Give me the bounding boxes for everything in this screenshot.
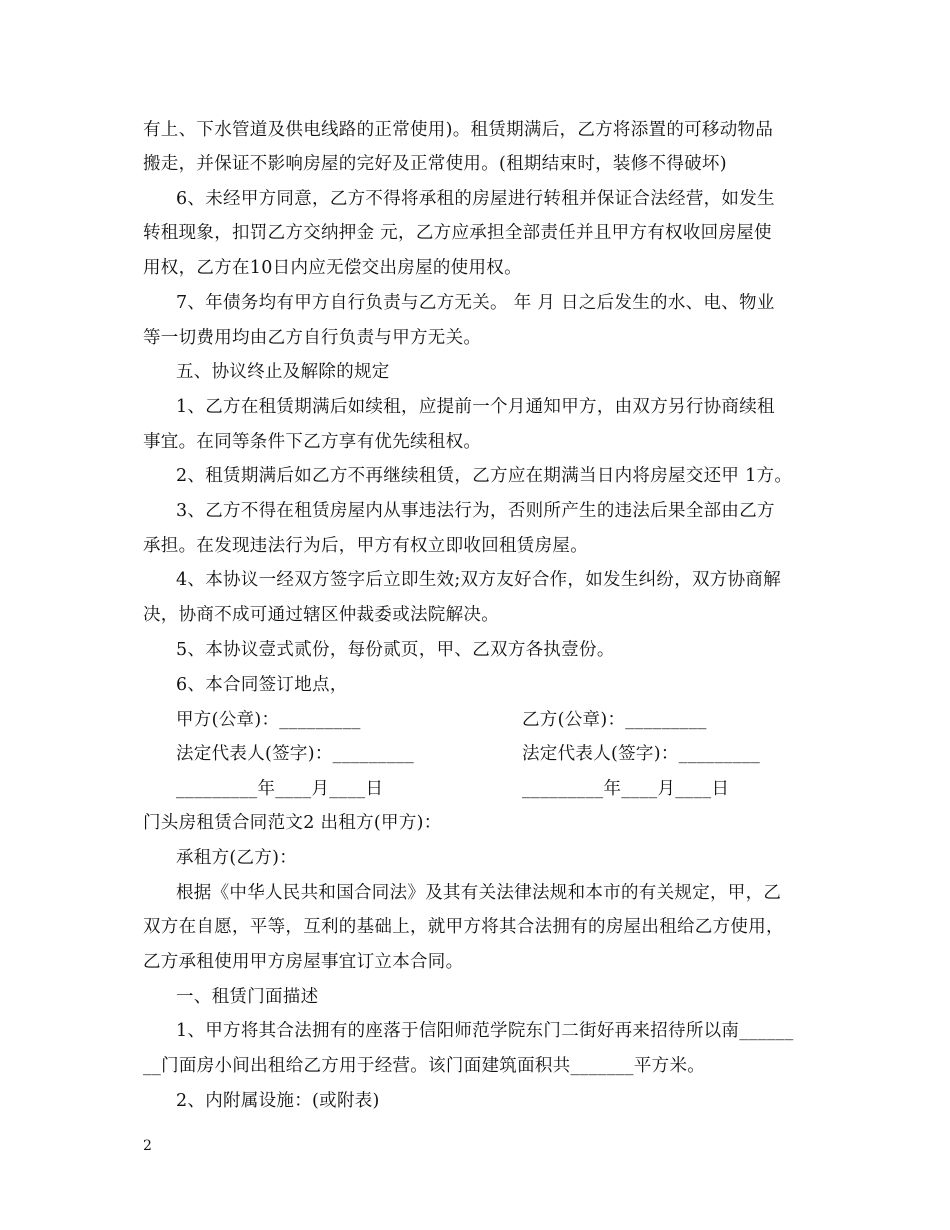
text-line: 决，协商不成可通过辖区仲裁委或法院解决。 bbox=[143, 605, 499, 625]
party-b-representative: 法定代表人(签字)：_________ bbox=[522, 744, 761, 764]
text-line: 事宜。在同等条件下乙方享有优先续租权。 bbox=[143, 432, 482, 452]
text-line: 2、租赁期满后如乙方不再继续租赁，乙方应在期满当日内将房屋交还甲 1方。 bbox=[176, 466, 793, 486]
party-b-date: _________年____月____日 bbox=[522, 779, 730, 799]
contract-title-line: 门头房租赁合同范文2 出租方(甲方)： bbox=[143, 813, 442, 833]
text-line: __门面房小间出租给乙方用于经营。该门面建筑面积共_______平方米。 bbox=[143, 1056, 706, 1076]
party-a-seal: 甲方(公章)：_________ bbox=[176, 710, 361, 730]
party-b-seal: 乙方(公章)：_________ bbox=[522, 710, 707, 730]
text-line: 6、本合同签订地点， bbox=[176, 675, 348, 695]
text-line: 承担。在发现违法行为后，甲方有权立即收回租赁房屋。 bbox=[143, 536, 588, 556]
party-a-date: _________年____月____日 bbox=[176, 779, 384, 799]
text-line: 根据《中华人民共和国合同法》及其有关法律法规和本市的有关规定，甲，乙 bbox=[176, 883, 782, 903]
text-line: 6、未经甲方同意，乙方不得将承租的房屋进行转租并保证合法经营，如发生 bbox=[176, 189, 775, 209]
text-line: 7、年债务均有甲方自行负责与乙方无关。 年 月 日之后发生的水、电、物业 bbox=[176, 293, 775, 313]
text-line: 3、乙方不得在租赁房屋内从事违法行为，否则所产生的违法后果全部由乙方 bbox=[176, 501, 775, 521]
text-line: 2、内附属设施：(或附表) bbox=[176, 1091, 380, 1111]
text-line: 承租方(乙方)： bbox=[176, 848, 298, 868]
text-line: 双方在自愿，平等，互利的基础上，就甲方将其合法拥有的房屋出租给乙方使用， bbox=[143, 917, 784, 937]
text-line: 搬走，并保证不影响房屋的完好及正常使用。(租期结束时，装修不得破坏) bbox=[143, 154, 727, 174]
text-line: 乙方承租使用甲方房屋事宜订立本合同。 bbox=[143, 952, 464, 972]
page-number: 2 bbox=[143, 1138, 152, 1154]
text-line: 转租现象，扣罚乙方交纳押金 元，乙方应承担全部责任并且甲方有权收回房屋使 bbox=[143, 223, 772, 243]
text-line: 用权，乙方在10日内应无偿交出房屋的使用权。 bbox=[143, 258, 522, 278]
party-a-representative: 法定代表人(签字)：_________ bbox=[176, 744, 415, 764]
text-line: 等一切费用均由乙方自行负责与甲方无关。 bbox=[143, 328, 482, 348]
section-heading: 五、协议终止及解除的规定 bbox=[176, 362, 390, 382]
text-line: 1、乙方在租赁期满后如续租，应提前一个月通知甲方，由双方另行协商续租 bbox=[176, 397, 775, 417]
text-line: 5、本协议壹式贰份，每份贰页，甲、乙双方各执壹份。 bbox=[176, 640, 615, 660]
text-line: 有上、下水管道及供电线路的正常使用)。租赁期满后，乙方将添置的可移动物品 bbox=[143, 120, 774, 140]
text-line: 4、本协议一经双方签字后立即生效;双方友好合作，如发生纠纷，双方协商解 bbox=[176, 570, 782, 590]
section-heading: 一、租赁门面描述 bbox=[176, 987, 319, 1007]
text-line: 1、甲方将其合法拥有的座落于信阳师范学院东门二街好再来招待所以南______ bbox=[176, 1021, 794, 1041]
